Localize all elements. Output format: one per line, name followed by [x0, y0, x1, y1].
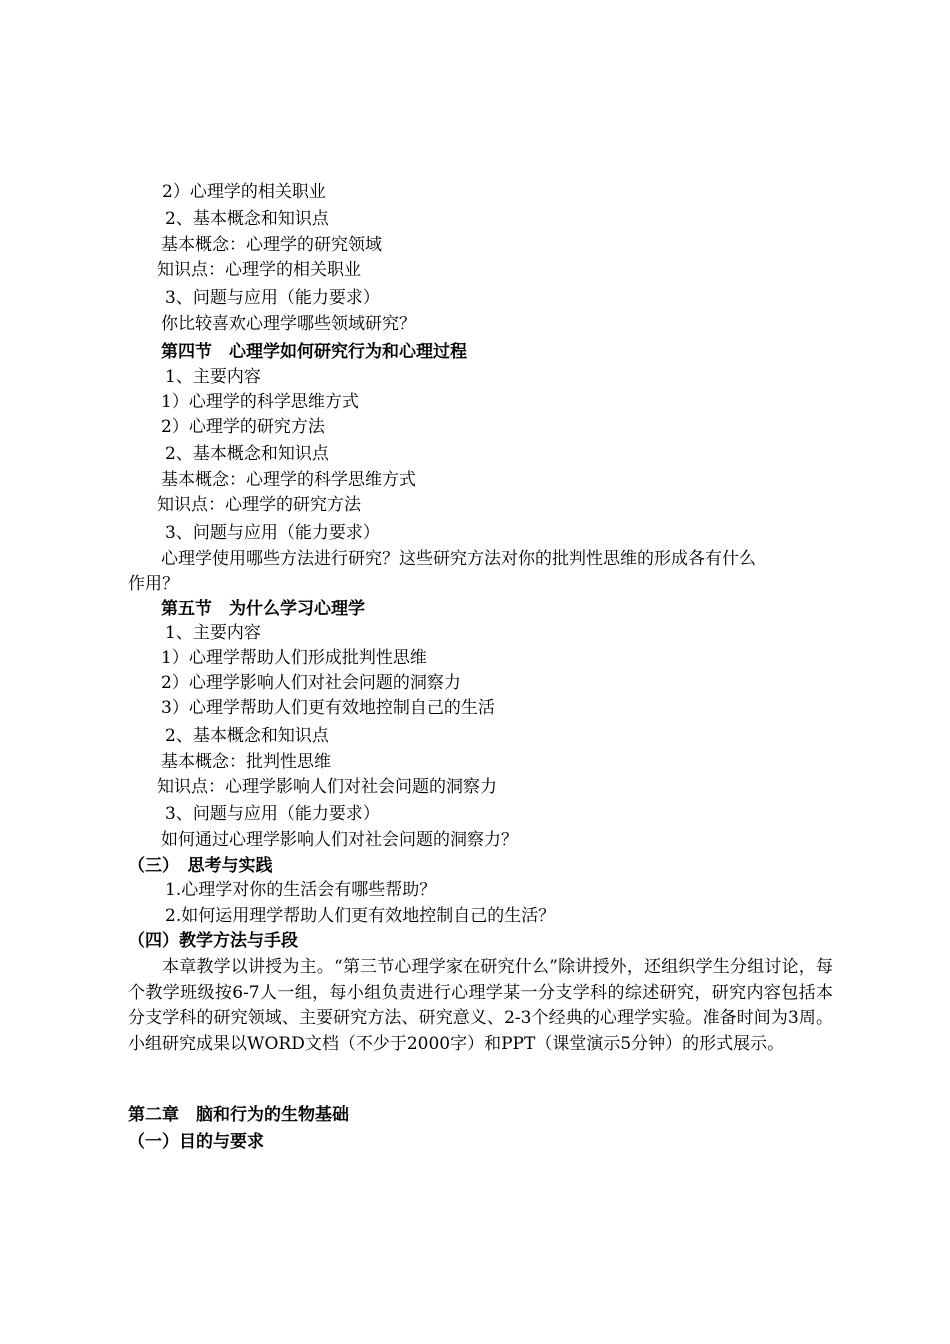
- text-line: 知识点：心理学的相关职业: [157, 260, 361, 280]
- text-line: 2）心理学影响人们对社会问题的洞察力: [161, 673, 461, 693]
- text-line: 作用？: [128, 574, 179, 594]
- section-heading: （四）教学方法与手段: [128, 931, 298, 951]
- section-heading: （三） 思考与实践: [128, 856, 273, 876]
- text-line: 2）心理学的相关职业: [162, 182, 326, 202]
- text-line: 基本概念：批判性思维: [161, 752, 331, 772]
- text-line: 2、基本概念和知识点: [165, 209, 329, 229]
- text-line: 1）心理学的科学思维方式: [161, 392, 359, 412]
- section-heading: （一）目的与要求: [128, 1132, 264, 1152]
- section-heading: 第五节 为什么学习心理学: [161, 599, 365, 619]
- text-line: 3、问题与应用（能力要求）: [165, 523, 380, 543]
- text-line: 你比较喜欢心理学哪些领域研究？: [161, 314, 416, 334]
- text-line: 1、主要内容: [165, 367, 261, 387]
- text-line: 基本概念：心理学的研究领域: [161, 235, 382, 255]
- text-line: 心理学使用哪些方法进行研究？这些研究方法对你的批判性思维的形成各有什么: [161, 549, 756, 569]
- text-line: 1.心理学对你的生活会有哪些帮助？: [165, 880, 437, 900]
- text-line: 知识点：心理学影响人们对社会问题的洞察力: [157, 777, 497, 797]
- method-paragraph: 本章教学以讲授为主。“第三节心理学家在研究什么”除讲授外，还组织学生分组讨论，每个教学班级按6-7人一组，每小组负责进行心理学某一分支学科的综述研究，研究内容包括本分支学科的研究领域、主要研究方法、研究意义、2-3个经典的心理学实验。准备时间为3周。小组研究成果以WORD文档（不少于2000字）和PPT（课堂演示5分钟）的形式展示。: [128, 957, 833, 1054]
- text-line: 2）心理学的研究方法: [161, 417, 325, 437]
- text-line: 知识点：心理学的研究方法: [157, 495, 361, 515]
- section-heading: 第四节 心理学如何研究行为和心理过程: [161, 342, 467, 362]
- text-line: 1）心理学帮助人们形成批判性思维: [161, 648, 427, 668]
- text-line: 3、问题与应用（能力要求）: [165, 804, 380, 824]
- text-line: 如何通过心理学影响人们对社会问题的洞察力？: [161, 830, 518, 850]
- text-line: 3、问题与应用（能力要求）: [165, 288, 380, 308]
- text-line: 2、基本概念和知识点: [165, 726, 329, 746]
- text-line: 3）心理学帮助人们更有效地控制自己的生活: [161, 698, 495, 718]
- text-line: 基本概念：心理学的科学思维方式: [161, 470, 416, 490]
- text-line: 2.如何运用理学帮助人们更有效地控制自己的生活？: [165, 906, 556, 926]
- chapter-heading: 第二章 脑和行为的生物基础: [128, 1105, 349, 1125]
- text-line: 2、基本概念和知识点: [165, 444, 329, 464]
- text-line: 1、主要内容: [165, 623, 261, 643]
